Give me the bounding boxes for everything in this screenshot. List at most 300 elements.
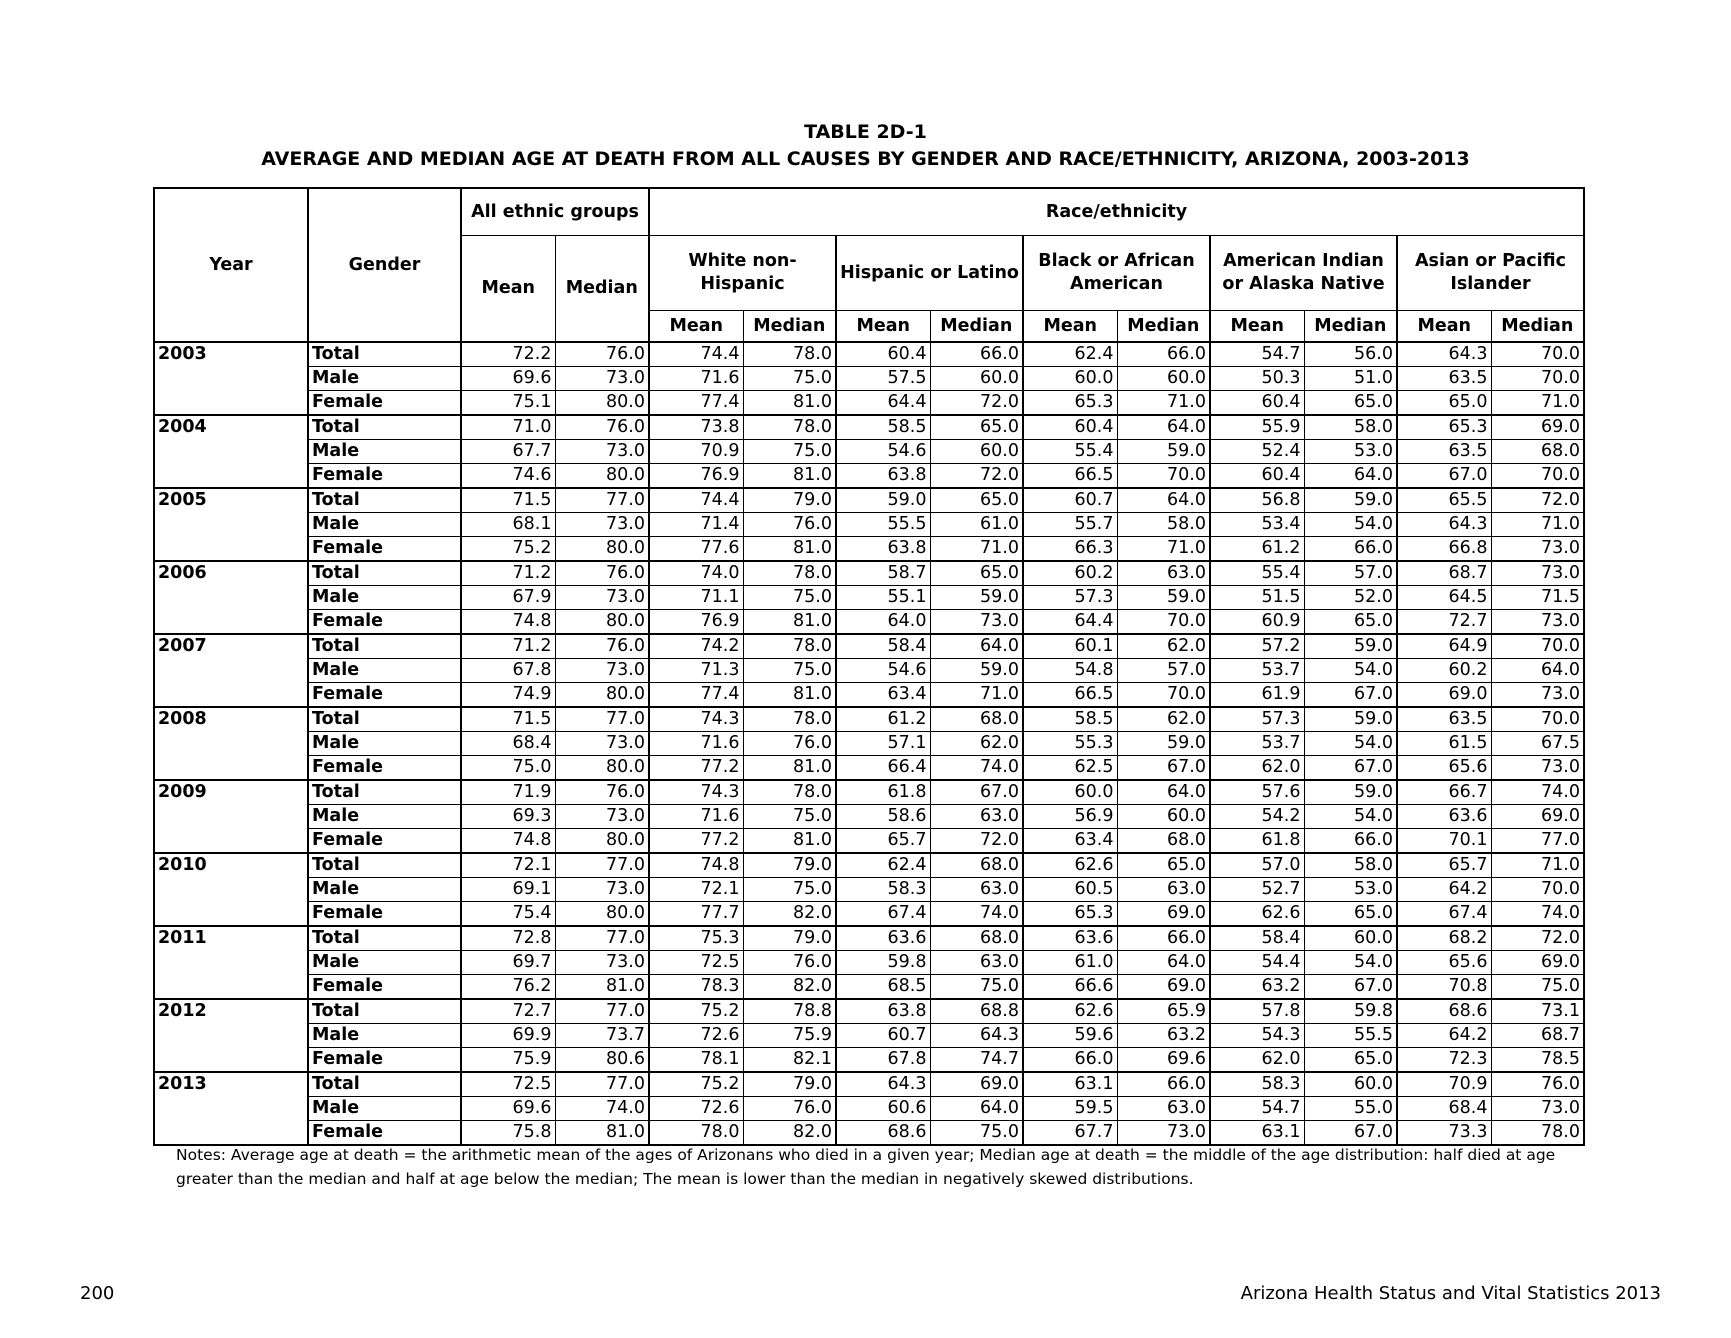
table-row <box>154 537 1584 562</box>
value-cell: 58.7 <box>836 561 930 586</box>
value-cell: 72.6 <box>649 1024 743 1048</box>
value-cell: 66.0 <box>930 342 1023 367</box>
value-cell: 77.4 <box>649 391 743 416</box>
value-cell: 79.0 <box>743 488 836 513</box>
table-row <box>154 780 1584 805</box>
value-cell: 63.0 <box>1117 1097 1210 1121</box>
value-cell: 80.0 <box>555 902 649 927</box>
value-cell: 56.0 <box>1304 342 1397 367</box>
value-cell: 56.9 <box>1023 805 1117 829</box>
value-cell: 66.0 <box>1117 926 1210 951</box>
value-cell: 53.7 <box>1210 732 1304 756</box>
table-row <box>154 342 1584 367</box>
value-cell: 61.0 <box>930 513 1023 537</box>
value-cell: 55.4 <box>1210 561 1304 586</box>
value-cell: 74.7 <box>930 1048 1023 1073</box>
value-cell: 71.2 <box>461 561 555 586</box>
table-row <box>154 732 1584 756</box>
value-cell: 58.4 <box>1210 926 1304 951</box>
value-cell: 82.0 <box>743 975 836 1000</box>
value-cell: 56.8 <box>1210 488 1304 513</box>
value-cell: 55.5 <box>836 513 930 537</box>
value-cell: 66.7 <box>1397 780 1491 805</box>
value-cell: 66.0 <box>1304 537 1397 562</box>
value-cell: 74.9 <box>461 683 555 708</box>
value-cell: 61.0 <box>1023 951 1117 975</box>
value-cell: 58.3 <box>1210 1072 1304 1097</box>
value-cell: 55.0 <box>1304 1097 1397 1121</box>
value-cell: 72.0 <box>1491 488 1584 513</box>
group-3-median-header: Median <box>1117 311 1210 343</box>
value-cell: 74.0 <box>555 1097 649 1121</box>
value-cell: 75.2 <box>461 537 555 562</box>
value-cell: 65.0 <box>1304 1048 1397 1073</box>
value-cell: 71.5 <box>461 488 555 513</box>
value-cell: 73.0 <box>1491 561 1584 586</box>
value-cell: 79.0 <box>743 926 836 951</box>
value-cell: 59.0 <box>930 659 1023 683</box>
year-cell: 2012 <box>154 999 308 1072</box>
value-cell: 64.0 <box>1117 415 1210 440</box>
gender-cell: Male <box>308 732 461 756</box>
value-cell: 55.5 <box>1304 1024 1397 1048</box>
value-cell: 78.1 <box>649 1048 743 1073</box>
value-cell: 59.6 <box>1023 1024 1117 1048</box>
value-cell: 64.0 <box>1304 464 1397 489</box>
year-cell: 2003 <box>154 342 308 415</box>
value-cell: 69.7 <box>461 951 555 975</box>
value-cell: 60.0 <box>930 440 1023 464</box>
value-cell: 63.6 <box>1023 926 1117 951</box>
value-cell: 73.0 <box>1491 610 1584 635</box>
value-cell: 81.0 <box>555 1121 649 1146</box>
race-ethnicity-header: Race/ethnicity <box>649 188 1584 236</box>
value-cell: 71.6 <box>649 732 743 756</box>
value-cell: 78.0 <box>1491 1121 1584 1146</box>
group-3-mean-header: Mean <box>1023 311 1117 343</box>
value-cell: 75.2 <box>649 1072 743 1097</box>
value-cell: 70.0 <box>1491 367 1584 391</box>
year-cell: 2013 <box>154 1072 308 1145</box>
value-cell: 57.8 <box>1210 999 1304 1024</box>
value-cell: 71.0 <box>1117 537 1210 562</box>
value-cell: 58.0 <box>1117 513 1210 537</box>
table-row <box>154 464 1584 489</box>
value-cell: 60.0 <box>1304 1072 1397 1097</box>
value-cell: 66.0 <box>1117 1072 1210 1097</box>
value-cell: 78.3 <box>649 975 743 1000</box>
value-cell: 78.0 <box>649 1121 743 1146</box>
value-cell: 74.8 <box>461 610 555 635</box>
value-cell: 63.8 <box>836 537 930 562</box>
value-cell: 73.0 <box>1491 683 1584 708</box>
value-cell: 68.0 <box>930 926 1023 951</box>
value-cell: 73.0 <box>1491 537 1584 562</box>
value-cell: 77.0 <box>555 488 649 513</box>
value-cell: 64.3 <box>930 1024 1023 1048</box>
value-cell: 70.0 <box>1491 878 1584 902</box>
value-cell: 52.7 <box>1210 878 1304 902</box>
value-cell: 69.0 <box>930 1072 1023 1097</box>
value-cell: 63.0 <box>1117 878 1210 902</box>
value-cell: 71.0 <box>1491 391 1584 416</box>
gender-cell: Female <box>308 683 461 708</box>
value-cell: 69.0 <box>1117 975 1210 1000</box>
value-cell: 80.0 <box>555 756 649 781</box>
gender-cell: Male <box>308 367 461 391</box>
value-cell: 66.5 <box>1023 683 1117 708</box>
group-header-hispanic: Hispanic or Latino <box>836 236 1023 311</box>
value-cell: 59.0 <box>1304 780 1397 805</box>
value-cell: 72.0 <box>1491 926 1584 951</box>
table-row <box>154 634 1584 659</box>
value-cell: 60.0 <box>1117 367 1210 391</box>
value-cell: 67.8 <box>461 659 555 683</box>
value-cell: 62.5 <box>1023 756 1117 781</box>
value-cell: 73.0 <box>1491 1097 1584 1121</box>
year-cell: 2009 <box>154 780 308 853</box>
year-cell: 2010 <box>154 853 308 926</box>
table-row <box>154 391 1584 416</box>
value-cell: 81.0 <box>743 829 836 854</box>
value-cell: 81.0 <box>743 756 836 781</box>
value-cell: 68.2 <box>1397 926 1491 951</box>
year-header: Year <box>154 188 308 342</box>
value-cell: 67.0 <box>1397 464 1491 489</box>
value-cell: 59.5 <box>1023 1097 1117 1121</box>
value-cell: 55.3 <box>1023 732 1117 756</box>
value-cell: 65.7 <box>836 829 930 854</box>
value-cell: 63.5 <box>1397 440 1491 464</box>
value-cell: 81.0 <box>743 610 836 635</box>
gender-cell: Total <box>308 999 461 1024</box>
value-cell: 63.1 <box>1023 1072 1117 1097</box>
value-cell: 65.0 <box>930 561 1023 586</box>
value-cell: 64.2 <box>1397 1024 1491 1048</box>
value-cell: 74.0 <box>1491 902 1584 927</box>
value-cell: 59.0 <box>1304 707 1397 732</box>
value-cell: 73.0 <box>1491 756 1584 781</box>
table-label: TABLE 2D-1 <box>804 121 927 143</box>
value-cell: 54.0 <box>1304 805 1397 829</box>
value-cell: 60.4 <box>836 342 930 367</box>
value-cell: 68.6 <box>836 1121 930 1146</box>
value-cell: 70.1 <box>1397 829 1491 854</box>
all-median-header: Median <box>555 236 649 343</box>
value-cell: 58.6 <box>836 805 930 829</box>
value-cell: 69.6 <box>1117 1048 1210 1073</box>
value-cell: 57.2 <box>1210 634 1304 659</box>
gender-cell: Total <box>308 707 461 732</box>
value-cell: 54.0 <box>1304 732 1397 756</box>
value-cell: 62.0 <box>930 732 1023 756</box>
value-cell: 67.0 <box>1304 756 1397 781</box>
gender-cell: Male <box>308 513 461 537</box>
value-cell: 66.0 <box>1023 1048 1117 1073</box>
value-cell: 72.8 <box>461 926 555 951</box>
value-cell: 54.6 <box>836 659 930 683</box>
value-cell: 63.8 <box>836 464 930 489</box>
value-cell: 71.4 <box>649 513 743 537</box>
value-cell: 82.0 <box>743 902 836 927</box>
value-cell: 72.7 <box>461 999 555 1024</box>
value-cell: 68.4 <box>1397 1097 1491 1121</box>
value-cell: 71.1 <box>649 586 743 610</box>
value-cell: 57.3 <box>1210 707 1304 732</box>
value-cell: 73.0 <box>555 367 649 391</box>
value-cell: 76.9 <box>649 610 743 635</box>
table-row <box>154 1097 1584 1121</box>
value-cell: 61.2 <box>1210 537 1304 562</box>
value-cell: 78.5 <box>1491 1048 1584 1073</box>
value-cell: 54.0 <box>1304 513 1397 537</box>
value-cell: 76.0 <box>555 780 649 805</box>
value-cell: 54.6 <box>836 440 930 464</box>
value-cell: 59.8 <box>836 951 930 975</box>
value-cell: 75.0 <box>743 586 836 610</box>
value-cell: 63.5 <box>1397 707 1491 732</box>
table-row <box>154 683 1584 708</box>
gender-cell: Female <box>308 537 461 562</box>
value-cell: 72.0 <box>930 391 1023 416</box>
value-cell: 81.0 <box>743 683 836 708</box>
value-cell: 74.3 <box>649 707 743 732</box>
table-row <box>154 926 1584 951</box>
value-cell: 62.4 <box>836 853 930 878</box>
table-row <box>154 1072 1584 1097</box>
value-cell: 65.9 <box>1117 999 1210 1024</box>
value-cell: 67.4 <box>836 902 930 927</box>
value-cell: 68.5 <box>836 975 930 1000</box>
value-cell: 78.0 <box>743 561 836 586</box>
value-cell: 57.0 <box>1210 853 1304 878</box>
table-row <box>154 659 1584 683</box>
value-cell: 68.4 <box>461 732 555 756</box>
value-cell: 59.0 <box>1117 732 1210 756</box>
value-cell: 81.0 <box>743 537 836 562</box>
value-cell: 62.0 <box>1210 1048 1304 1073</box>
value-cell: 69.0 <box>1491 951 1584 975</box>
value-cell: 76.0 <box>555 342 649 367</box>
value-cell: 51.5 <box>1210 586 1304 610</box>
group-2-mean-header: Mean <box>836 311 930 343</box>
gender-cell: Total <box>308 415 461 440</box>
value-cell: 61.2 <box>836 707 930 732</box>
value-cell: 67.7 <box>461 440 555 464</box>
value-cell: 75.1 <box>461 391 555 416</box>
value-cell: 79.0 <box>743 1072 836 1097</box>
value-cell: 80.0 <box>555 683 649 708</box>
value-cell: 74.8 <box>649 853 743 878</box>
value-cell: 64.0 <box>930 1097 1023 1121</box>
value-cell: 54.3 <box>1210 1024 1304 1048</box>
value-cell: 65.3 <box>1023 902 1117 927</box>
value-cell: 65.3 <box>1397 415 1491 440</box>
value-cell: 71.0 <box>461 415 555 440</box>
gender-cell: Female <box>308 902 461 927</box>
value-cell: 64.0 <box>1117 780 1210 805</box>
value-cell: 53.0 <box>1304 440 1397 464</box>
value-cell: 63.4 <box>836 683 930 708</box>
value-cell: 59.0 <box>836 488 930 513</box>
value-cell: 72.1 <box>461 853 555 878</box>
gender-cell: Female <box>308 1121 461 1146</box>
value-cell: 70.8 <box>1397 975 1491 1000</box>
value-cell: 76.0 <box>555 634 649 659</box>
value-cell: 70.0 <box>1117 610 1210 635</box>
value-cell: 68.0 <box>1117 829 1210 854</box>
value-cell: 68.7 <box>1491 1024 1584 1048</box>
value-cell: 59.0 <box>1117 440 1210 464</box>
value-cell: 57.6 <box>1210 780 1304 805</box>
value-cell: 62.6 <box>1210 902 1304 927</box>
value-cell: 64.9 <box>1397 634 1491 659</box>
value-cell: 67.7 <box>1023 1121 1117 1146</box>
value-cell: 62.6 <box>1023 853 1117 878</box>
value-cell: 54.7 <box>1210 342 1304 367</box>
value-cell: 64.0 <box>1117 951 1210 975</box>
group-5-mean-header: Mean <box>1397 311 1491 343</box>
value-cell: 64.3 <box>1397 342 1491 367</box>
value-cell: 63.5 <box>1397 367 1491 391</box>
value-cell: 77.2 <box>649 829 743 854</box>
value-cell: 69.0 <box>1397 683 1491 708</box>
table-row <box>154 488 1584 513</box>
group-5-median-header: Median <box>1491 311 1584 343</box>
value-cell: 71.0 <box>930 683 1023 708</box>
value-cell: 80.0 <box>555 391 649 416</box>
value-cell: 72.3 <box>1397 1048 1491 1073</box>
value-cell: 54.0 <box>1304 659 1397 683</box>
value-cell: 74.0 <box>930 756 1023 781</box>
value-cell: 72.6 <box>649 1097 743 1121</box>
value-cell: 71.2 <box>461 634 555 659</box>
value-cell: 80.0 <box>555 829 649 854</box>
page-number: 200 <box>80 1283 115 1304</box>
table-row <box>154 902 1584 927</box>
value-cell: 69.1 <box>461 878 555 902</box>
value-cell: 65.0 <box>1304 391 1397 416</box>
value-cell: 65.0 <box>1304 902 1397 927</box>
value-cell: 71.6 <box>649 367 743 391</box>
value-cell: 60.2 <box>1397 659 1491 683</box>
table-row <box>154 415 1584 440</box>
value-cell: 53.0 <box>1304 878 1397 902</box>
group-header-asian: Asian or Pacific Islander <box>1397 236 1584 311</box>
value-cell: 54.0 <box>1304 951 1397 975</box>
value-cell: 75.0 <box>1491 975 1584 1000</box>
value-cell: 76.0 <box>1491 1072 1584 1097</box>
value-cell: 63.2 <box>1210 975 1304 1000</box>
value-cell: 76.0 <box>743 1097 836 1121</box>
gender-cell: Total <box>308 853 461 878</box>
gender-cell: Male <box>308 951 461 975</box>
value-cell: 82.0 <box>743 1121 836 1146</box>
table-row <box>154 1024 1584 1048</box>
value-cell: 69.0 <box>1117 902 1210 927</box>
value-cell: 65.6 <box>1397 756 1491 781</box>
value-cell: 62.6 <box>1023 999 1117 1024</box>
value-cell: 71.0 <box>930 537 1023 562</box>
value-cell: 68.6 <box>1397 999 1491 1024</box>
value-cell: 63.0 <box>930 805 1023 829</box>
value-cell: 73.0 <box>555 732 649 756</box>
table-row <box>154 440 1584 464</box>
value-cell: 67.0 <box>1304 1121 1397 1146</box>
value-cell: 81.0 <box>743 464 836 489</box>
group-4-median-header: Median <box>1304 311 1397 343</box>
value-cell: 73.0 <box>555 440 649 464</box>
gender-cell: Total <box>308 342 461 367</box>
value-cell: 80.0 <box>555 610 649 635</box>
value-cell: 71.5 <box>461 707 555 732</box>
value-cell: 70.0 <box>1491 342 1584 367</box>
table-row <box>154 951 1584 975</box>
value-cell: 78.0 <box>743 634 836 659</box>
value-cell: 62.0 <box>1117 707 1210 732</box>
value-cell: 65.0 <box>1117 853 1210 878</box>
value-cell: 73.1 <box>1491 999 1584 1024</box>
value-cell: 71.0 <box>1491 513 1584 537</box>
table-title: AVERAGE AND MEDIAN AGE AT DEATH FROM ALL CAUSES BY GENDER AND RACE/ETHNICITY, ARIZONA, 2003-2013 <box>261 148 1470 170</box>
year-cell: 2011 <box>154 926 308 999</box>
value-cell: 73.0 <box>555 878 649 902</box>
table-row <box>154 853 1584 878</box>
value-cell: 77.0 <box>555 853 649 878</box>
value-cell: 61.8 <box>1210 829 1304 854</box>
gender-cell: Total <box>308 926 461 951</box>
value-cell: 58.0 <box>1304 853 1397 878</box>
value-cell: 75.0 <box>743 659 836 683</box>
value-cell: 77.2 <box>649 756 743 781</box>
value-cell: 74.8 <box>461 829 555 854</box>
group-header-american-indian: American Indian or Alaska Native <box>1210 236 1397 311</box>
value-cell: 75.0 <box>743 367 836 391</box>
value-cell: 60.1 <box>1023 634 1117 659</box>
value-cell: 58.4 <box>836 634 930 659</box>
value-cell: 70.9 <box>1397 1072 1491 1097</box>
table-row <box>154 975 1584 1000</box>
value-cell: 66.8 <box>1397 537 1491 562</box>
value-cell: 74.2 <box>649 634 743 659</box>
value-cell: 74.0 <box>649 561 743 586</box>
gender-cell: Male <box>308 1024 461 1048</box>
value-cell: 80.6 <box>555 1048 649 1073</box>
value-cell: 67.0 <box>1117 756 1210 781</box>
gender-cell: Male <box>308 440 461 464</box>
value-cell: 54.2 <box>1210 805 1304 829</box>
gender-cell: Total <box>308 780 461 805</box>
value-cell: 57.3 <box>1023 586 1117 610</box>
value-cell: 78.0 <box>743 707 836 732</box>
value-cell: 62.0 <box>1210 756 1304 781</box>
value-cell: 76.2 <box>461 975 555 1000</box>
value-cell: 67.0 <box>1304 683 1397 708</box>
value-cell: 75.9 <box>461 1048 555 1073</box>
group-1-median-header: Median <box>743 311 836 343</box>
value-cell: 67.0 <box>1304 975 1397 1000</box>
value-cell: 58.3 <box>836 878 930 902</box>
value-cell: 73.8 <box>649 415 743 440</box>
table-row <box>154 367 1584 391</box>
value-cell: 64.4 <box>836 391 930 416</box>
value-cell: 64.3 <box>1397 513 1491 537</box>
gender-header: Gender <box>308 188 461 342</box>
value-cell: 73.3 <box>1397 1121 1491 1146</box>
value-cell: 65.0 <box>930 415 1023 440</box>
value-cell: 69.9 <box>461 1024 555 1048</box>
value-cell: 62.0 <box>1117 634 1210 659</box>
